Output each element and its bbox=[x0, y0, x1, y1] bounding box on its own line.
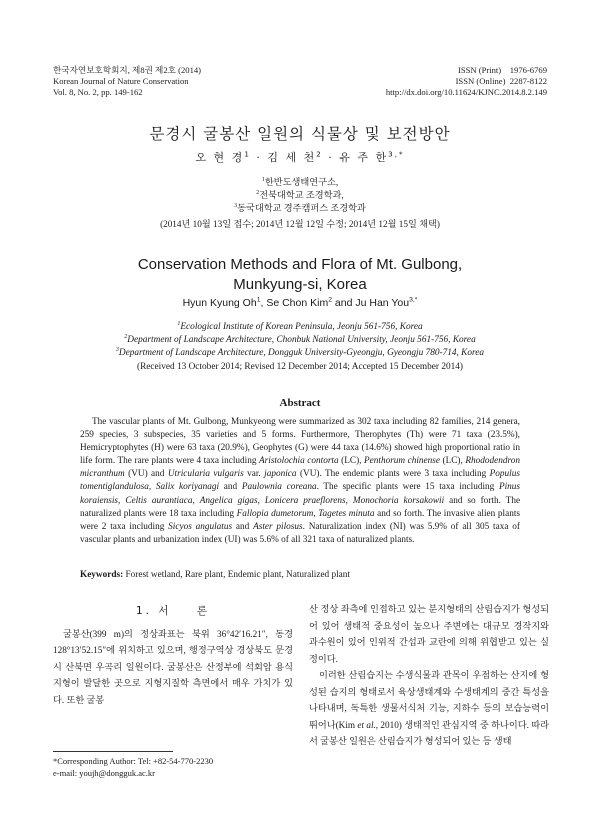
abstract-text: (VU) and bbox=[124, 469, 168, 480]
affil-text: 한반도생태연구소, bbox=[264, 177, 339, 187]
species-name: Utricularia vulgaris bbox=[167, 469, 244, 480]
species-name: Angelica gigas bbox=[199, 495, 258, 506]
affil-sup: 1 bbox=[177, 320, 181, 327]
species-name: Pinus koraiensis bbox=[80, 482, 521, 506]
affil-text: 전북대학교 조경학과, bbox=[259, 190, 344, 200]
affil-sup: 3 bbox=[234, 202, 238, 209]
affiliation bbox=[0, 334, 600, 347]
journal-name-korean: 한국자연보호학회지, 제8권 제2호 (2014) bbox=[53, 65, 202, 75]
journal-name-english: Korean Journal of Nature Conservation bbox=[53, 76, 189, 87]
species-name: japonica bbox=[264, 469, 297, 480]
author-name: Ju Han You bbox=[355, 297, 410, 309]
body-paragraph: 산 정상 좌측에 인접하고 있는 분지형태의 산림습지가 형성되어 있어 생태적 중요성이 높으나 주변에는 대규모 경작지와 과수원이 있어 인위적 간섭과 교란에 의해 위협받고 있는 실정이다. bbox=[309, 604, 549, 664]
body-paragraph: 굴봉산(399 m)의 정상좌표는 북위 36°42′16.21″, 동경 128°13′52.15″에 위치하고 있으며, 행정구역상 경상북도 문경시 산북면 우곡리 일원이다. 굴봉산은 산정부에 석회암 용식지형이 발달한 곳으로 지형지질학 측면에서 매우 가치가 있다. 또한 굴봉 bbox=[53, 628, 293, 705]
doi-link[interactable]: http://dx.doi.org/10.11624/KJNC.2014.8.2.149 bbox=[385, 87, 547, 98]
abstract-text: , bbox=[192, 495, 200, 506]
body-text: 이러한 산림습지는 수생식물과 관목이 우점하는 산지에 형성된 습지의 형태로서 육상생태계와 수생태계의 중간 특성을 나타내며, 독특한 생물서식처 기능, 지하수 등의 보습능력이 뛰어나(Kim bbox=[309, 670, 549, 730]
abstract-text: and so forth. The naturalized plants were 18 taxa including bbox=[80, 495, 521, 519]
english-title-line: Conservation Methods and Flora of Mt. Gulbong, bbox=[137, 256, 463, 273]
issn-print: ISSN (Print) 1976-6769 bbox=[457, 65, 547, 75]
korean-title: 문경시 굴봉산 일원의 식물상 및 보전방안 bbox=[149, 125, 451, 143]
species-name: Aristolochia contorta bbox=[259, 456, 339, 467]
author-sup: 2 bbox=[316, 149, 323, 159]
abstract-text: , bbox=[118, 495, 126, 506]
affil-text: Ecological Institute of Korean Peninsula, Jeonju 561-756, Korea bbox=[180, 322, 423, 332]
abstract-heading: Abstract bbox=[279, 397, 321, 409]
species-name: Rhododendron micranthum bbox=[80, 456, 520, 480]
abstract-text: (LC), bbox=[338, 456, 364, 467]
author-sup: 1 bbox=[244, 149, 251, 159]
author-sup: 1 bbox=[256, 296, 261, 304]
author-name: 김 세 천 bbox=[267, 151, 317, 164]
abstract-text: (LC), bbox=[440, 456, 466, 467]
korean-affiliations bbox=[0, 176, 600, 215]
body-paragraph bbox=[309, 667, 549, 750]
species-name: Salix koriyanagi bbox=[155, 482, 220, 493]
footnote bbox=[53, 756, 213, 779]
abstract-text: . The specific plants were 15 taxa including bbox=[316, 482, 499, 493]
abstract-text: The vascular plants of Mt. Gulbong, Munkyeong were summarized as 302 taxa including 82 families, 214 genera, 259 species, 3 subspecies, 35 varieties and 5 forms. Furthermore, Therophytes (Th) were 71 taxa (23.5%), Hemicryptophytes (H) were 63 taxa (20.9%), Geophytes (G) were 44 taxa (14.6%) showed high proportional ratio in life form. The rare plants were 4 taxa including bbox=[80, 417, 520, 467]
journal-volume: Vol. 8, No. 2, pp. 149-162 bbox=[53, 87, 143, 98]
journal-header-right bbox=[386, 65, 547, 99]
english-affiliations bbox=[0, 321, 600, 374]
affil-sup: 2 bbox=[124, 334, 128, 341]
author-name: Hyun Kyung Oh bbox=[182, 297, 257, 309]
issn-online: ISSN (Online) 2287-8122 bbox=[455, 76, 547, 87]
species-name: Fallopia dumetorum bbox=[236, 508, 314, 519]
affil-sup: 3 bbox=[115, 347, 119, 354]
species-name: Sicyos angulatus bbox=[168, 521, 233, 532]
keywords-label: Keywords: bbox=[80, 570, 124, 580]
abstract-text: , bbox=[257, 495, 265, 506]
species-name: Penthorum chinense bbox=[364, 456, 440, 467]
body-text-italic: et al. bbox=[357, 719, 376, 730]
affil-sup: 1 bbox=[261, 176, 265, 183]
section-heading: 1. 서 론 bbox=[136, 605, 210, 617]
affiliation bbox=[0, 202, 600, 215]
abstract-body bbox=[80, 416, 520, 547]
author-separator: , bbox=[260, 297, 267, 309]
author-email[interactable]: e-mail: youjh@dongguk.ac.kr bbox=[53, 767, 156, 778]
author-name: Se Chon Kim bbox=[266, 297, 329, 309]
species-name: Paulownia coreana bbox=[241, 482, 317, 493]
affil-sup: 2 bbox=[256, 189, 260, 196]
author-sup: 3,* bbox=[388, 149, 405, 159]
author-sup: 3,* bbox=[409, 296, 418, 304]
abstract-text: , bbox=[148, 482, 156, 493]
korean-authors bbox=[0, 149, 600, 165]
english-title bbox=[0, 255, 600, 295]
abstract-text: and so forth. The invasive alien plants were 2 taxa including bbox=[80, 508, 520, 532]
affiliation bbox=[0, 189, 600, 202]
keywords-text: Forest wetland, Rare plant, Endemic plant, Naturalized plant bbox=[123, 570, 350, 580]
english-title-line: Munkyung-si, Korea bbox=[233, 276, 367, 293]
abstract-text: and bbox=[219, 482, 242, 493]
abstract-text: (VU). The endemic plants were 3 taxa including bbox=[296, 469, 490, 480]
species-name: Populus tomentiglandulosa bbox=[80, 469, 520, 493]
corresponding-author: *Corresponding Author: Tel: +82-54-770-2230 bbox=[53, 756, 214, 766]
abstract-text: var. bbox=[243, 469, 265, 480]
author-separator: and bbox=[332, 297, 356, 309]
right-column bbox=[309, 601, 549, 750]
species-name: Monochoria korsakowii bbox=[352, 495, 445, 506]
author-separator: · bbox=[322, 151, 340, 164]
affiliation bbox=[0, 176, 600, 189]
author-name: 오 현 경 bbox=[195, 151, 245, 164]
abstract-text: , bbox=[345, 495, 353, 506]
english-dates: (Received 13 October 2014; Revised 12 December 2014; Accepted 15 December 2014) bbox=[136, 361, 464, 372]
english-authors bbox=[0, 297, 600, 309]
footnote-divider bbox=[53, 751, 173, 752]
abstract-paragraph bbox=[80, 416, 520, 547]
author-separator: · bbox=[250, 151, 268, 164]
left-column bbox=[53, 603, 293, 708]
species-name: Lonicera praeflorens bbox=[264, 495, 346, 506]
affil-text: Department of Landscape Architecture, Chonbuk National University, Jeonju 561-756, Korea bbox=[127, 335, 476, 346]
body-text: , 2010) 생태적인 관심지역 중 하나이다. 따라서 굴봉산 일원은 산림습지가 형성되어 있는 등 생태 bbox=[309, 719, 550, 746]
species-name: Tagetes minuta bbox=[318, 508, 375, 519]
species-name: Aster pilosus bbox=[253, 521, 303, 532]
abstract-text: , bbox=[313, 508, 319, 519]
species-name: Celtis aurantiaca bbox=[125, 495, 193, 506]
journal-header-left bbox=[53, 65, 201, 99]
keywords bbox=[80, 570, 520, 580]
affil-text: 동국대학교 경주캠퍼스 조경학과 bbox=[237, 203, 366, 213]
korean-dates: (2014년 10월 13일 접수; 2014년 12월 12일 수정; 2014년 12월 15일 채택) bbox=[160, 219, 440, 229]
affiliation bbox=[0, 347, 600, 360]
author-name: 유 주 한 bbox=[339, 151, 389, 164]
author-sup: 2 bbox=[328, 296, 333, 304]
affiliation bbox=[0, 321, 600, 334]
affil-text: Department of Landscape Architecture, Dongguk University-Gyeongju, Gyeongju 780-714, Korea bbox=[118, 348, 485, 359]
abstract-text: and bbox=[232, 521, 254, 532]
abstract-text: . Naturalization index (NI) was 5.9% of all 305 taxa of vascular plants and urbanization index (UI) was 5.6% of all 321 taxa of naturalized plants. bbox=[80, 521, 520, 545]
